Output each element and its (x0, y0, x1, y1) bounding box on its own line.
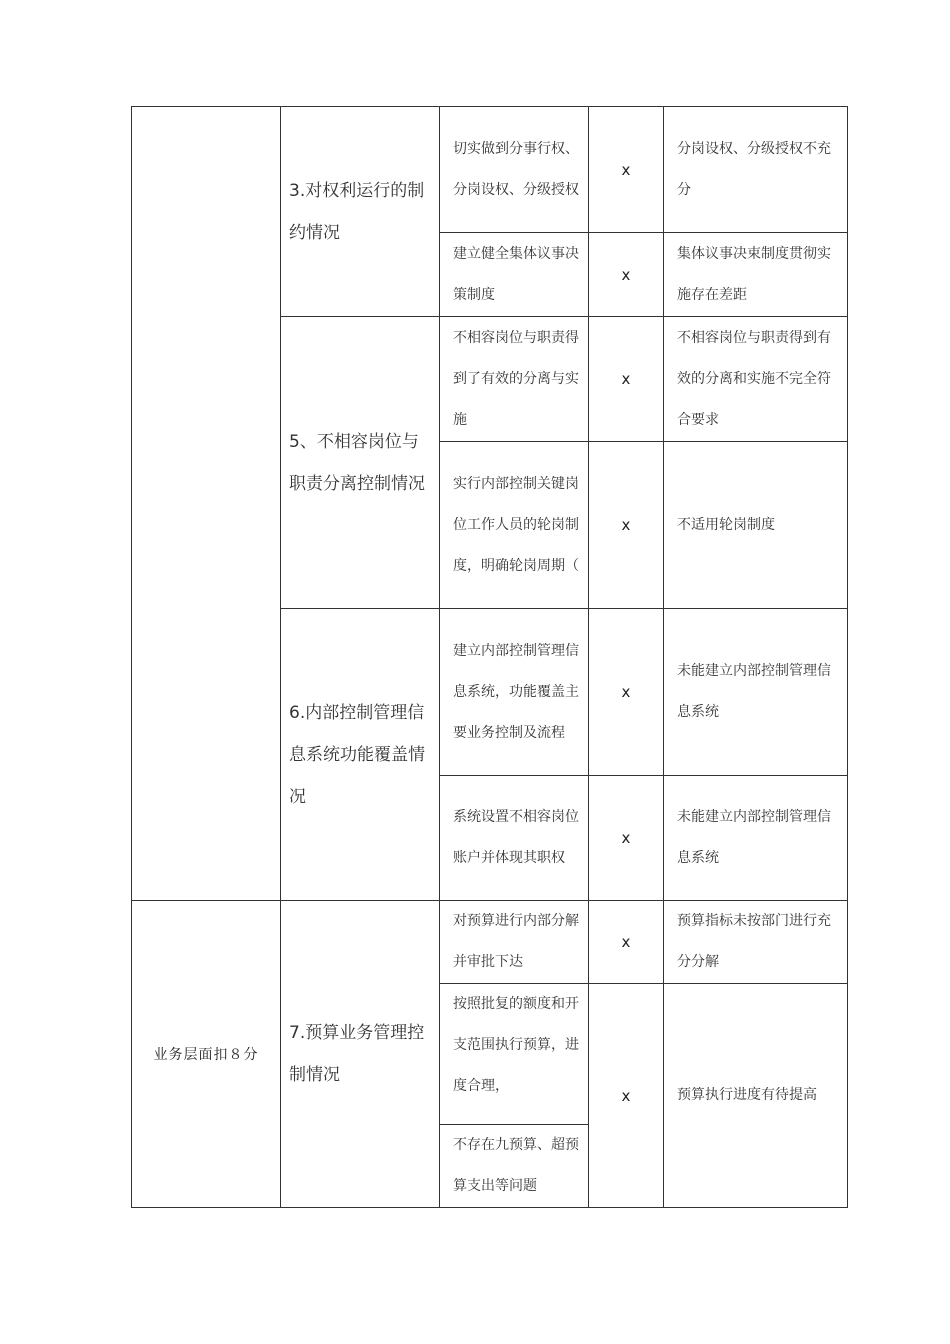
criterion-cell: 实行内部控制关键岗位工作人员的轮岗制度，明确轮岗周期（ (440, 442, 589, 609)
criterion-cell: 对预算进行内部分解并审批下达 (440, 901, 589, 984)
note-cell: 未能建立内部控制管理信息系统 (664, 609, 848, 776)
criterion-cell: 建立健全集体议事决策制度 (440, 233, 589, 317)
note-cell: 未能建立内部控制管理信息系统 (664, 776, 848, 901)
mark-cell: x (589, 609, 664, 776)
mark-cell: x (589, 442, 664, 609)
table-row (132, 901, 848, 984)
item-cell: 7.预算业务管理控制情况 (281, 901, 440, 1208)
category-cell-empty (132, 107, 281, 901)
category-cell: 业务层面扣８分 (132, 901, 281, 1208)
criterion-cell (440, 984, 589, 1208)
criterion-cell: 建立内部控制管理信息系统，功能覆盖主要业务控制及流程 (440, 609, 589, 776)
note-cell: 分岗设权、分级授权不充分 (664, 107, 848, 233)
criterion-cell: 系统设置不相容岗位账户并体现其职权 (440, 776, 589, 901)
table-row (132, 107, 848, 233)
item-cell: 5、不相容岗位与职责分离控制情况 (281, 317, 440, 609)
mark-cell: x (589, 317, 664, 442)
mark-cell: x (589, 984, 664, 1208)
criterion-text: 按照批复的额度和开支范围执行预算，进度合理， (453, 996, 579, 1094)
item-cell: 3.对权利运行的制约情况 (281, 107, 440, 317)
mark-cell: x (589, 901, 664, 984)
criterion-continuation: 不存在九预算、超预算支出等问题 (440, 1124, 588, 1207)
mark-cell: x (589, 107, 664, 233)
note-cell: 不适用轮岗制度 (664, 442, 848, 609)
note-cell: 不相容岗位与职责得到有效的分离和实施不完全符合要求 (664, 317, 848, 442)
item-cell: 6.内部控制管理信息系统功能覆盖情况 (281, 609, 440, 901)
mark-cell: x (589, 776, 664, 901)
criterion-cell: 切实做到分事行权、分岗设权、分级授权 (440, 107, 589, 233)
note-cell: 预算执行进度有待提高 (664, 984, 848, 1208)
note-cell: 集体议事决束制度贯彻实施存在差距 (664, 233, 848, 317)
evaluation-table (131, 106, 848, 1208)
note-cell: 预算指标未按部门进行充分分解 (664, 901, 848, 984)
criterion-cell: 不相容岗位与职责得到了有效的分离与实施 (440, 317, 589, 442)
mark-cell: x (589, 233, 664, 317)
